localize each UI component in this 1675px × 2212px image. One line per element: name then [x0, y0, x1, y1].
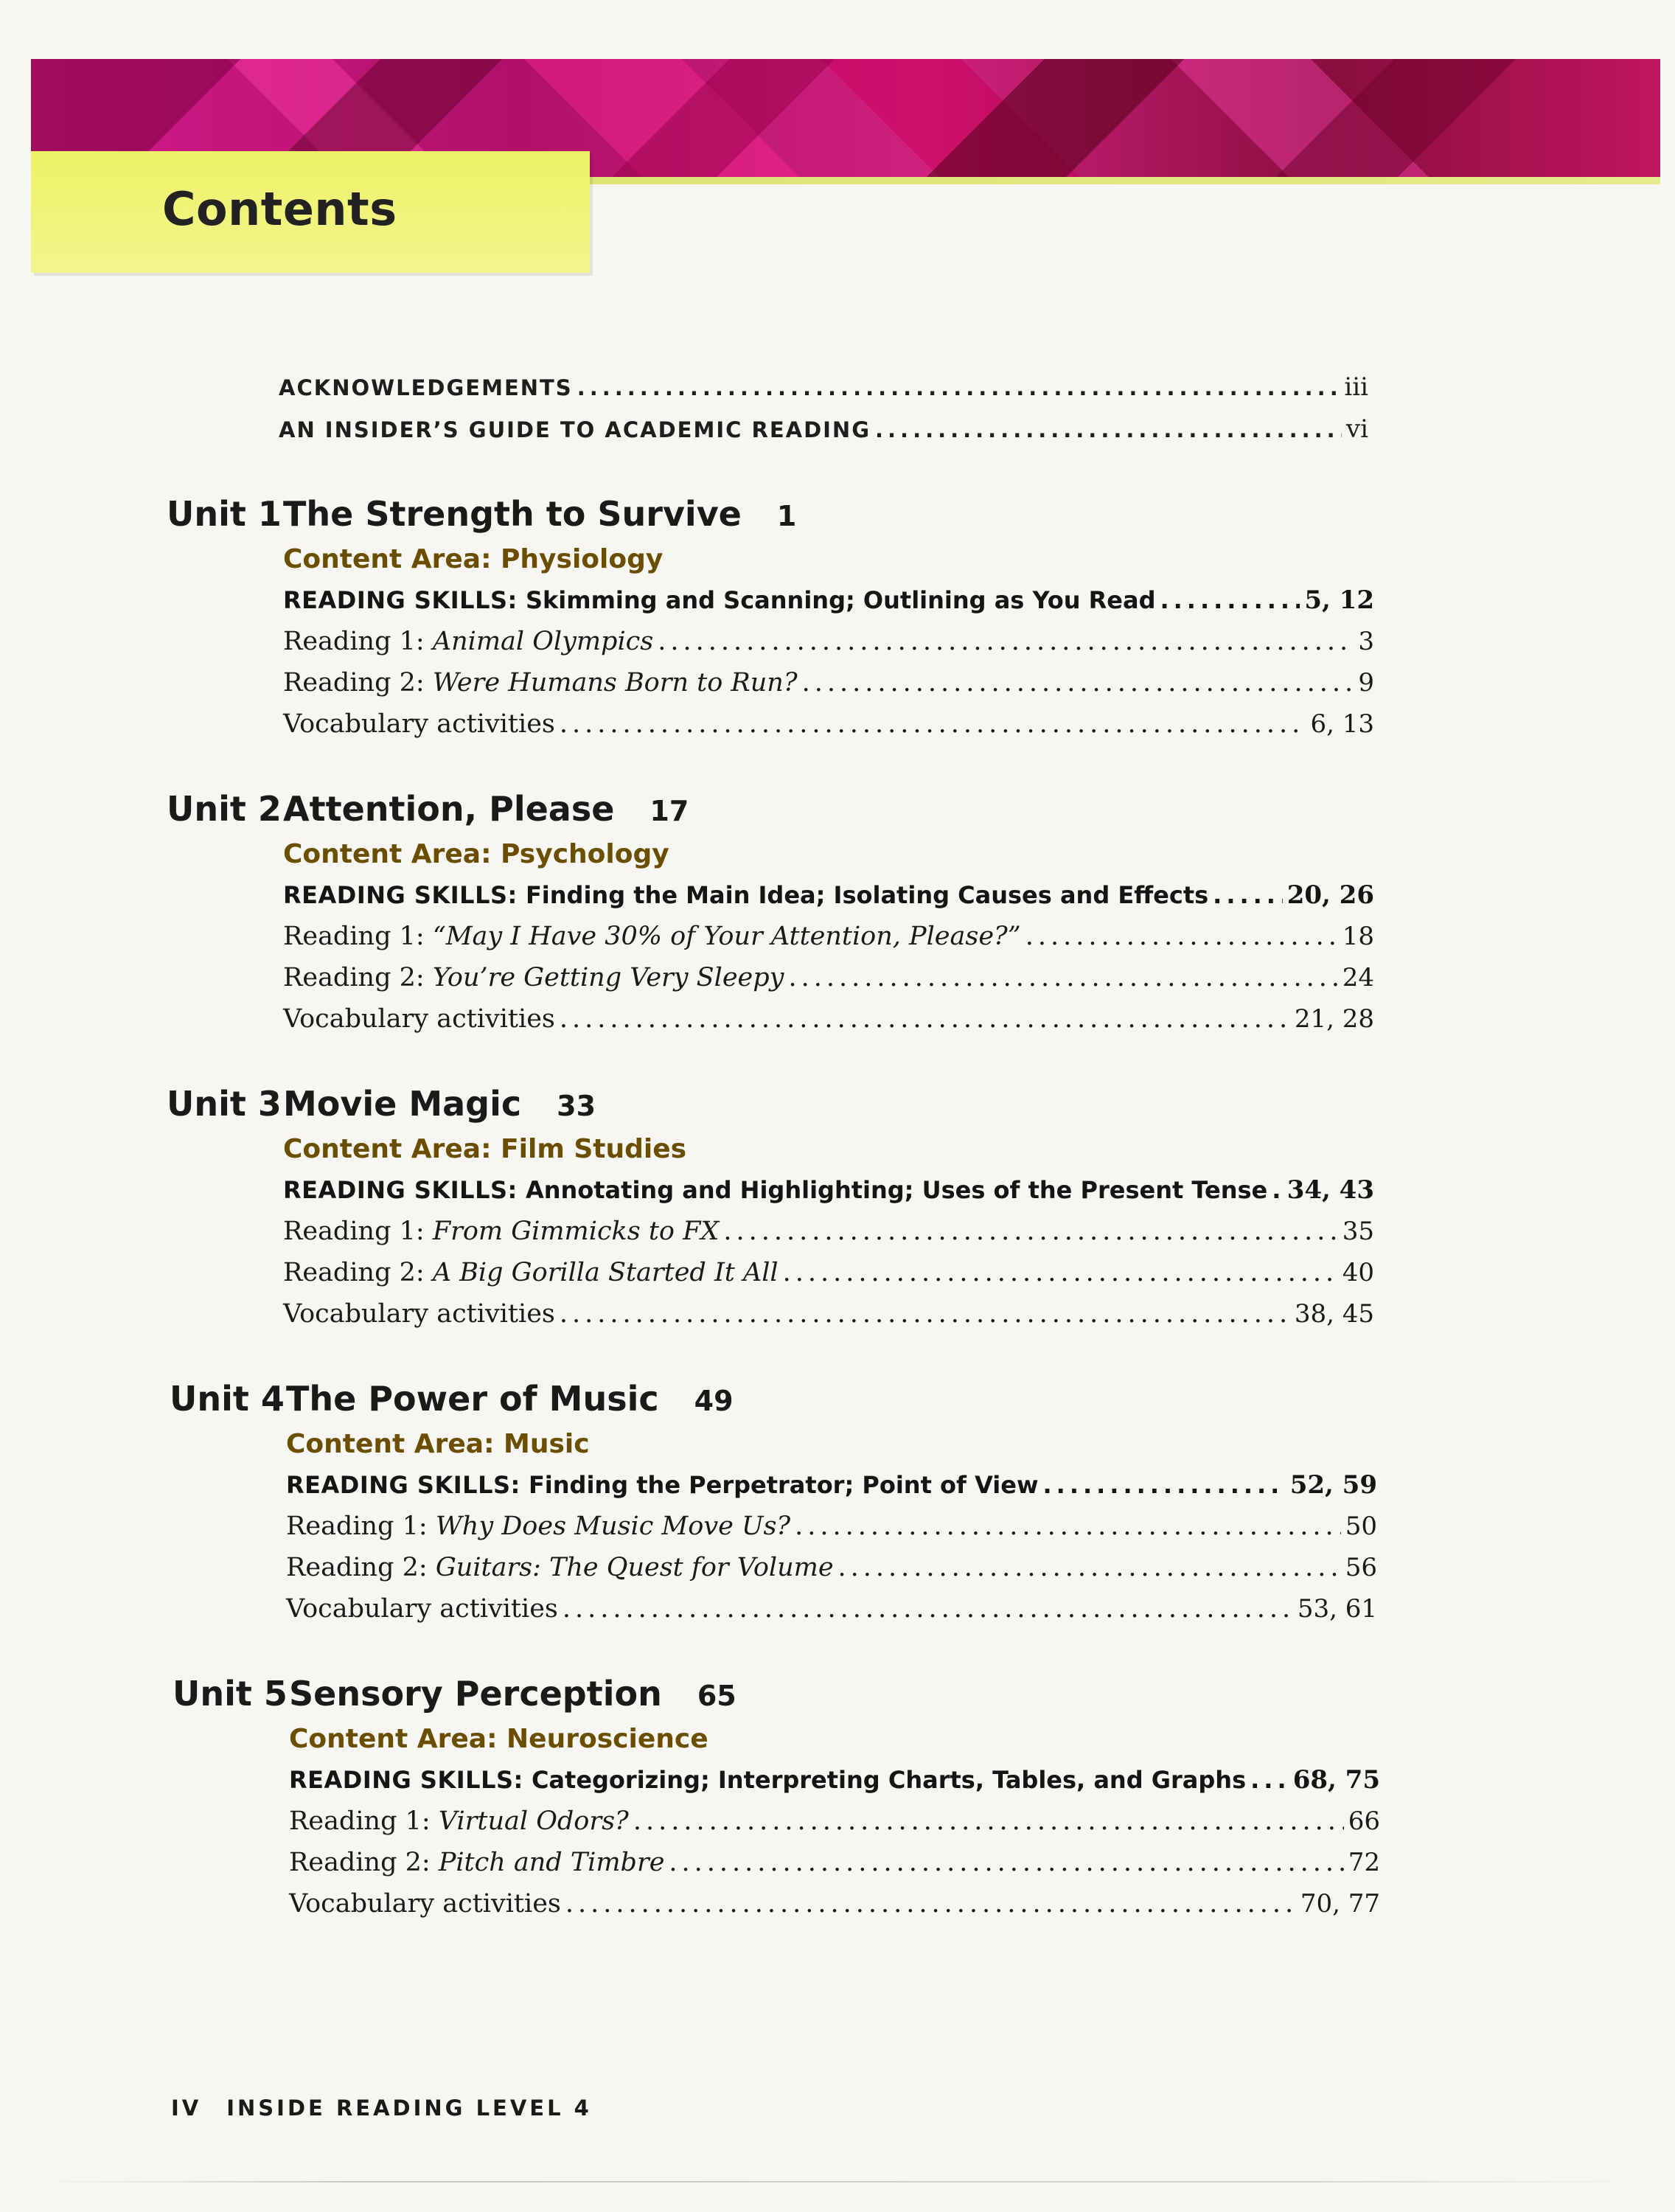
reading-2-entry[interactable]	[286, 1553, 1377, 1582]
dot-leader	[838, 1553, 1341, 1582]
reading-label: Reading 1:	[283, 627, 425, 656]
dot-leader	[1160, 586, 1300, 614]
reading-label: Reading 2:	[283, 963, 425, 992]
dot-leader	[1025, 922, 1338, 951]
unit-start-page: 1	[776, 500, 797, 532]
unit-title: Movie Magic	[283, 1084, 522, 1124]
reading-skills-entry[interactable]	[283, 880, 1374, 910]
dot-leader	[788, 963, 1337, 992]
vocabulary-entry[interactable]	[283, 709, 1374, 739]
entry-page: 70, 77	[1300, 1889, 1380, 1919]
reading-label: Reading 2:	[289, 1848, 431, 1877]
reading-1-entry[interactable]	[289, 1806, 1380, 1836]
unit-start-page: 65	[697, 1680, 736, 1712]
entry-page: 53, 61	[1297, 1594, 1377, 1624]
toc-entry-acknowledgements[interactable]	[279, 372, 1368, 402]
vocabulary-entry[interactable]	[283, 1004, 1374, 1034]
dot-leader	[560, 709, 1306, 739]
unit-start-page: 33	[557, 1090, 596, 1122]
entry-page: 9	[1358, 668, 1374, 698]
reading-2-entry[interactable]	[283, 668, 1374, 698]
reading-1-entry[interactable]	[283, 922, 1374, 951]
reading-label: Reading 2:	[283, 1258, 425, 1287]
vocabulary-entry[interactable]	[286, 1594, 1377, 1624]
content-area-label: Content Area:	[283, 1134, 492, 1164]
entry-page: 18	[1342, 922, 1374, 951]
content-area-label: Content Area:	[289, 1724, 498, 1754]
entry-page: 68, 75	[1292, 1765, 1380, 1795]
reading-title: Pitch and Timbre	[438, 1848, 665, 1877]
content-area-value: Neuroscience	[506, 1724, 708, 1754]
content-area-value: Music	[504, 1429, 590, 1459]
content-area	[283, 1134, 1374, 1164]
vocabulary-entry[interactable]	[283, 1299, 1374, 1329]
skills-text: Finding the Perpetrator; Point of View	[528, 1471, 1039, 1499]
vocab-label: Vocabulary activities	[283, 709, 555, 739]
unit-title: The Strength to Survive	[283, 494, 742, 534]
dot-leader	[1213, 881, 1283, 909]
dot-leader	[669, 1848, 1343, 1877]
dot-leader	[723, 1217, 1337, 1246]
entry-page: 56	[1345, 1553, 1377, 1582]
reading-skills-entry[interactable]	[289, 1765, 1380, 1795]
unit-title: Sensory Perception	[289, 1674, 662, 1714]
unit-heading[interactable]	[167, 789, 689, 829]
unit-heading[interactable]	[170, 1379, 734, 1419]
entry-label: ACKNOWLEDGEMENTS	[279, 375, 573, 400]
reading-label: Reading 1:	[289, 1806, 431, 1836]
toc-entry-insiders-guide[interactable]	[279, 414, 1368, 444]
unit-number: Unit 3	[167, 1084, 282, 1124]
reading-1-entry[interactable]	[283, 1217, 1374, 1246]
skills-label: READING SKILLS:	[286, 1471, 520, 1499]
content-area-label: Content Area:	[283, 839, 492, 869]
unit-heading[interactable]	[167, 494, 796, 534]
entry-page: 21, 28	[1294, 1004, 1374, 1034]
reading-title: Why Does Music Move Us?	[435, 1512, 791, 1541]
content-area-label: Content Area:	[283, 544, 492, 574]
reading-label: Reading 1:	[286, 1512, 428, 1541]
vocabulary-entry[interactable]	[289, 1889, 1380, 1919]
unit-start-page: 49	[694, 1385, 734, 1417]
entry-page: 6, 13	[1310, 709, 1374, 739]
skills-label: READING SKILLS:	[283, 1176, 518, 1204]
reading-label: Reading 1:	[283, 1217, 425, 1246]
reading-skills-entry[interactable]	[283, 1175, 1374, 1205]
dot-leader	[577, 375, 1340, 400]
content-area-value: Film Studies	[501, 1134, 687, 1164]
reading-skills-entry[interactable]	[286, 1470, 1377, 1500]
dot-leader	[1250, 1766, 1289, 1794]
entry-page: 34, 43	[1286, 1175, 1374, 1205]
content-area-label: Content Area:	[286, 1429, 495, 1459]
content-area-value: Physiology	[501, 544, 664, 574]
reading-label: Reading 2:	[283, 668, 425, 698]
entry-page: 35	[1342, 1217, 1374, 1246]
vocab-label: Vocabulary activities	[283, 1004, 555, 1034]
unit-heading[interactable]	[173, 1674, 736, 1714]
entry-page: 20, 26	[1286, 880, 1374, 910]
reading-title: You’re Getting Very Sleepy	[432, 963, 784, 992]
entry-label: AN INSIDER’S GUIDE TO ACADEMIC READING	[279, 417, 871, 442]
reading-label: Reading 1:	[283, 922, 425, 951]
entry-page: 72	[1348, 1848, 1380, 1877]
vocab-label: Vocabulary activities	[286, 1594, 558, 1624]
dot-leader	[560, 1004, 1290, 1034]
entry-page: iii	[1344, 372, 1368, 402]
dot-leader	[875, 417, 1342, 442]
vocab-label: Vocabulary activities	[283, 1299, 555, 1329]
dot-leader	[1272, 1176, 1282, 1204]
entry-page: 50	[1345, 1512, 1377, 1541]
unit-number: Unit 2	[167, 789, 282, 829]
reading-title: Were Humans Born to Run?	[432, 668, 798, 698]
content-area	[283, 544, 1374, 574]
page-footer	[171, 2096, 592, 2121]
unit-heading[interactable]	[167, 1084, 596, 1124]
entry-page: vi	[1345, 414, 1368, 444]
reading-1-entry[interactable]	[283, 627, 1374, 656]
unit-number: Unit 5	[173, 1674, 288, 1714]
entry-page: 3	[1358, 627, 1374, 656]
dot-leader	[560, 1299, 1290, 1329]
dot-leader	[802, 668, 1354, 698]
content-area	[289, 1724, 1380, 1754]
skills-label: READING SKILLS:	[289, 1766, 523, 1794]
reading-2-entry[interactable]	[283, 1258, 1374, 1287]
reading-skills-entry[interactable]	[283, 585, 1374, 615]
content-area	[286, 1429, 1377, 1459]
reading-title: Virtual Odors?	[438, 1806, 629, 1836]
dot-leader	[783, 1258, 1338, 1287]
reading-label: Reading 2:	[286, 1553, 428, 1582]
title-tab	[31, 151, 590, 273]
unit-title: The Power of Music	[286, 1379, 659, 1419]
entry-page: 66	[1348, 1806, 1380, 1836]
reading-1-entry[interactable]	[286, 1512, 1377, 1541]
reading-title: “May I Have 30% of Your Attention, Please?”	[432, 922, 1021, 951]
skills-text: Categorizing; Interpreting Charts, Tables, and Graphs	[531, 1766, 1247, 1794]
entry-page: 52, 59	[1289, 1470, 1377, 1500]
entry-page: 40	[1342, 1258, 1374, 1287]
skills-label: READING SKILLS:	[283, 586, 518, 614]
unit-number: Unit 1	[167, 494, 282, 534]
bottom-rule	[37, 2181, 1637, 2183]
entry-page: 24	[1342, 963, 1374, 992]
entry-page: 5, 12	[1304, 585, 1374, 615]
reading-2-entry[interactable]	[289, 1848, 1380, 1877]
reading-2-entry[interactable]	[283, 963, 1374, 992]
skills-text: Finding the Main Idea; Isolating Causes and Effects	[525, 881, 1209, 909]
skills-text: Annotating and Highlighting; Uses of the Present Tense	[525, 1176, 1268, 1204]
page-folio: IV	[171, 2096, 202, 2121]
skills-text: Skimming and Scanning; Outlining as You Read	[525, 586, 1156, 614]
dot-leader	[633, 1806, 1344, 1836]
unit-number: Unit 4	[170, 1379, 285, 1419]
unit-title: Attention, Please	[283, 789, 615, 829]
reading-title: Guitars: The Quest for Volume	[435, 1553, 834, 1582]
page-title: Contents	[162, 182, 397, 236]
skills-label: READING SKILLS:	[283, 881, 518, 909]
dot-leader	[1043, 1471, 1286, 1499]
content-area	[283, 839, 1374, 869]
content-area-value: Psychology	[501, 839, 669, 869]
dot-leader	[658, 627, 1354, 656]
dot-leader	[565, 1889, 1296, 1919]
dot-leader	[563, 1594, 1293, 1624]
reading-title: Animal Olympics	[432, 627, 654, 656]
vocab-label: Vocabulary activities	[289, 1889, 561, 1919]
entry-page: 38, 45	[1294, 1299, 1374, 1329]
dot-leader	[795, 1512, 1341, 1541]
reading-title: A Big Gorilla Started It All	[432, 1258, 779, 1287]
reading-title: From Gimmicks to FX	[432, 1217, 720, 1246]
book-title: INSIDE READING LEVEL 4	[226, 2096, 592, 2121]
unit-start-page: 17	[650, 795, 689, 827]
